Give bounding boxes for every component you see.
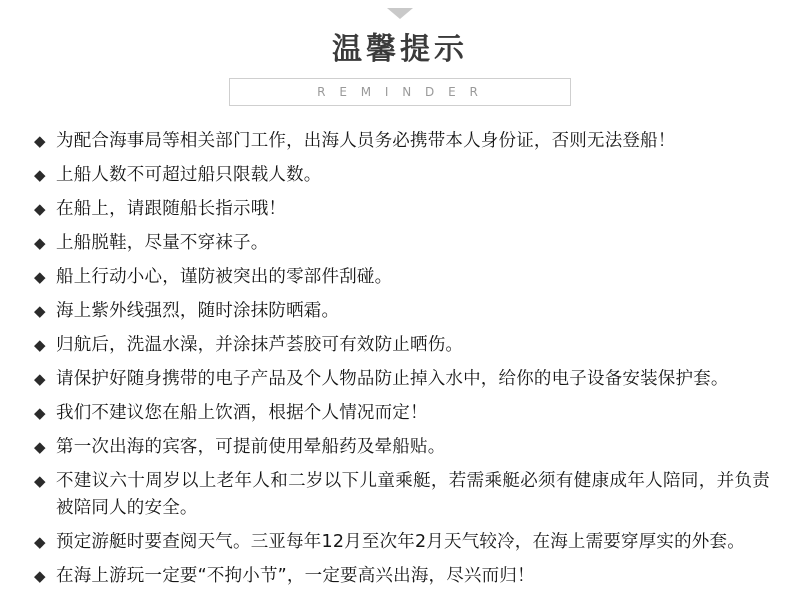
page-title: 温馨提示	[332, 32, 468, 67]
diamond-bullet-icon: ◆	[34, 438, 46, 456]
notice-text: 为配合海事局等相关部门工作，出海人员务必携带本人身份证，否则无法登船！	[56, 131, 676, 151]
list-item	[34, 128, 770, 155]
notice-text: 上船人数不可超过船只限载人数。	[56, 165, 322, 185]
diamond-bullet-icon: ◆	[34, 567, 46, 585]
list-item	[34, 162, 770, 189]
notice-text: 在船上，请跟随船长指示哦！	[56, 199, 287, 219]
list-item	[34, 196, 770, 223]
diamond-bullet-icon: ◆	[34, 132, 46, 150]
subtitle-text: R E M I N D E R	[303, 85, 497, 99]
list-item	[34, 332, 770, 359]
diamond-bullet-icon: ◆	[34, 404, 46, 422]
diamond-bullet-icon: ◆	[34, 234, 46, 252]
notice-text: 请保护好随身携带的电子产品及个人物品防止掉入水中，给你的电子设备安装保护套。	[56, 369, 729, 389]
diamond-bullet-icon: ◆	[34, 370, 46, 388]
diamond-bullet-icon: ◆	[34, 200, 46, 218]
notice-text: 上船脱鞋，尽量不穿袜子。	[56, 233, 269, 253]
list-item	[34, 529, 770, 556]
list-item	[34, 468, 770, 522]
notice-text: 在海上游玩一定要“不拘小节”，一定要高兴出海，尽兴而归！	[56, 566, 535, 586]
diamond-bullet-icon: ◆	[34, 268, 46, 286]
notice-text: 船上行动小心，谨防被突出的零部件刮碰。	[56, 267, 393, 287]
diamond-bullet-icon: ◆	[34, 166, 46, 184]
header	[0, 32, 800, 106]
triangle-down-icon	[387, 8, 413, 19]
list-item	[34, 230, 770, 257]
diamond-bullet-icon: ◆	[34, 533, 46, 551]
list-item	[34, 298, 770, 325]
notice-text: 归航后，洗温水澡，并涂抹芦荟胶可有效防止晒伤。	[56, 335, 464, 355]
list-item	[34, 563, 770, 590]
subtitle-frame	[229, 78, 571, 106]
list-item	[34, 366, 770, 393]
notice-text: 第一次出海的宾客，可提前使用晕船药及晕船贴。	[56, 437, 446, 457]
diamond-bullet-icon: ◆	[34, 336, 46, 354]
notice-text: 我们不建议您在船上饮酒，根据个人情况而定！	[56, 403, 428, 423]
top-arrow-container	[0, 0, 800, 22]
notice-text: 不建议六十周岁以上老年人和二岁以下儿童乘艇，若需乘艇必须有健康成年人陪同，并负责被陪同人的安全。	[56, 471, 770, 518]
list-item	[34, 264, 770, 291]
diamond-bullet-icon: ◆	[34, 472, 46, 490]
notice-text: 海上紫外线强烈，随时涂抹防晒霜。	[56, 301, 340, 321]
notice-list	[34, 128, 770, 590]
diamond-bullet-icon: ◆	[34, 302, 46, 320]
list-item	[34, 400, 770, 427]
notice-text: 预定游艇时要查阅天气。三亚每年12月至次年2月天气较冷，在海上需要穿厚实的外套。	[56, 532, 745, 552]
list-item	[34, 434, 770, 461]
